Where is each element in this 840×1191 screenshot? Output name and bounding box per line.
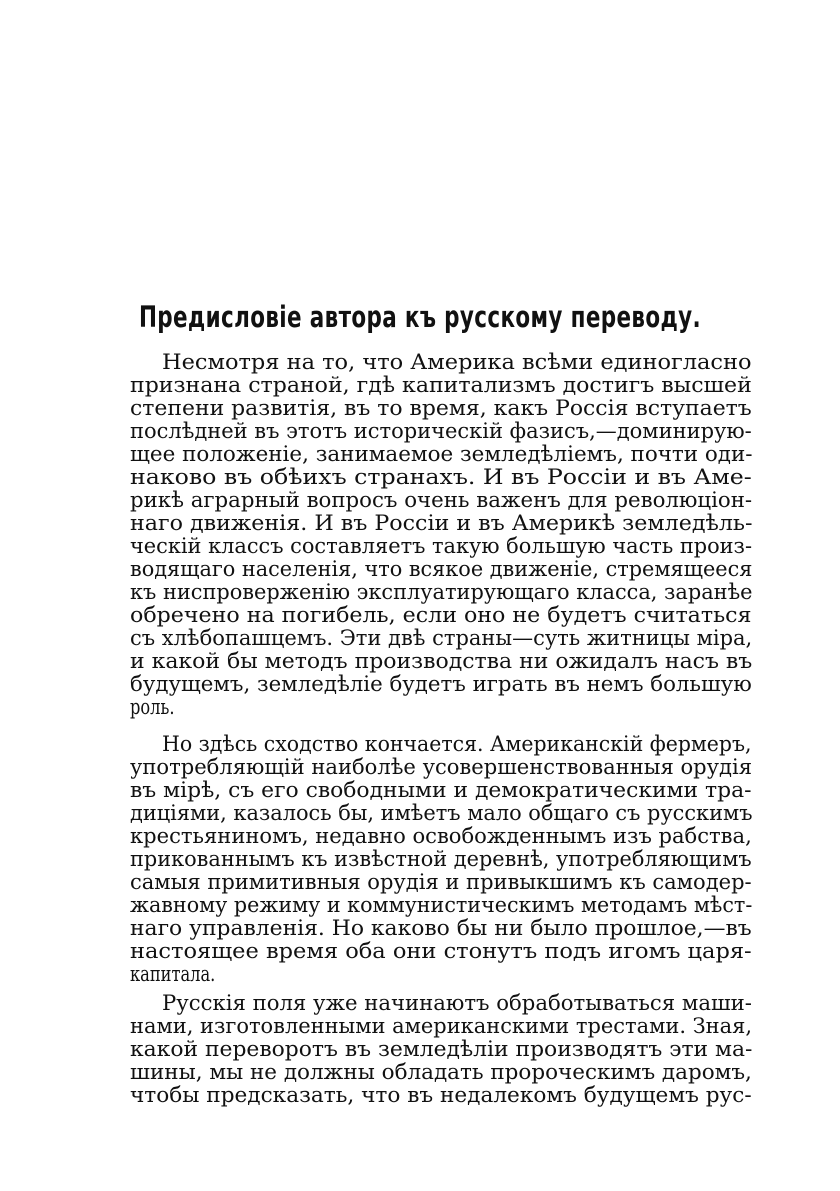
text-line: роль. (130, 695, 175, 719)
text-line: наго движенія. И въ Россіи и въ Америкѣ земледѣль- (130, 511, 753, 535)
text-line: нами, изготовленными американскими трестами. Зная, (130, 1014, 752, 1038)
text-line: чтобы предсказать, что въ недалекомъ будущемъ рус- (130, 1083, 752, 1107)
text-line: наго управленія. Но каково бы ни было прошлое,—въ (130, 916, 752, 940)
text-line: и какой бы методъ производства ни ожидалъ насъ въ (130, 649, 753, 673)
text-line: Несмотря на то, что Америка всѣми единогласно (162, 350, 752, 374)
text-line: жавному режиму и коммунистическимъ методамъ мѣст- (130, 893, 753, 917)
text-line: будущемъ, земледѣліе будетъ играть въ немъ большую (130, 672, 752, 696)
text-line: рикѣ аграрный вопросъ очень важенъ для революціон- (130, 488, 753, 512)
text-line: ческій классъ составляетъ такую большую часть произ- (130, 534, 753, 558)
text-line: самыя примитивныя орудія и привыкшимъ къ самодер- (130, 870, 752, 894)
text-line: степени развитія, въ то время, какъ Россія вступаетъ (130, 396, 752, 420)
text-line: Но здѣсь сходство кончается. Американскій фермеръ, (162, 732, 752, 756)
text-line: обречено на погибель, если оно не будетъ считаться (130, 603, 752, 627)
text-line: наково въ обѣихъ странахъ. И въ Россіи и въ Аме- (130, 465, 752, 489)
text-line: капитала. (130, 962, 216, 986)
text-line: настоящее время оба они стонутъ подъ игомъ царя- (130, 939, 752, 963)
text-line: какой переворотъ въ земледѣліи производятъ эти ма- (130, 1037, 753, 1061)
text-line: прикованнымъ къ извѣстной деревнѣ, употребляющимъ (130, 847, 752, 871)
text-line: признана страной, гдѣ капитализмъ достигъ высшей (130, 373, 752, 397)
text-line: водящаго населенія, что всякое движеніе, стремящееся (130, 557, 753, 581)
text-line: шины, мы не должны обладать пророческимъ даромъ, (130, 1060, 752, 1084)
text-line: употребляющій наиболѣе усовершенствованныя орудія (130, 755, 753, 779)
text-line: съ хлѣбопашцемъ. Эти двѣ страны—суть житницы міра, (130, 626, 753, 650)
text-line: крестьяниномъ, недавно освобожденнымъ изъ рабства, (130, 824, 752, 848)
text-line: въ мірѣ, съ его свободными и демократическими тра- (130, 778, 752, 802)
text-line: щее положеніе, занимаемое земледѣліемъ, почти оди- (130, 442, 753, 466)
text-line: послѣдней въ этотъ историческій фазисъ,—доминирую- (130, 419, 752, 443)
text-line: къ ниспроверженію эксплуатирующаго класса, заранѣе (130, 580, 753, 604)
page-title: Предисловіе автора къ русскому переводу. (138, 300, 702, 334)
text-line: Русскія поля уже начинаютъ обработываться маши- (162, 991, 752, 1015)
text-line: диціями, казалось бы, имѣетъ мало общаго съ русскимъ (130, 801, 753, 825)
